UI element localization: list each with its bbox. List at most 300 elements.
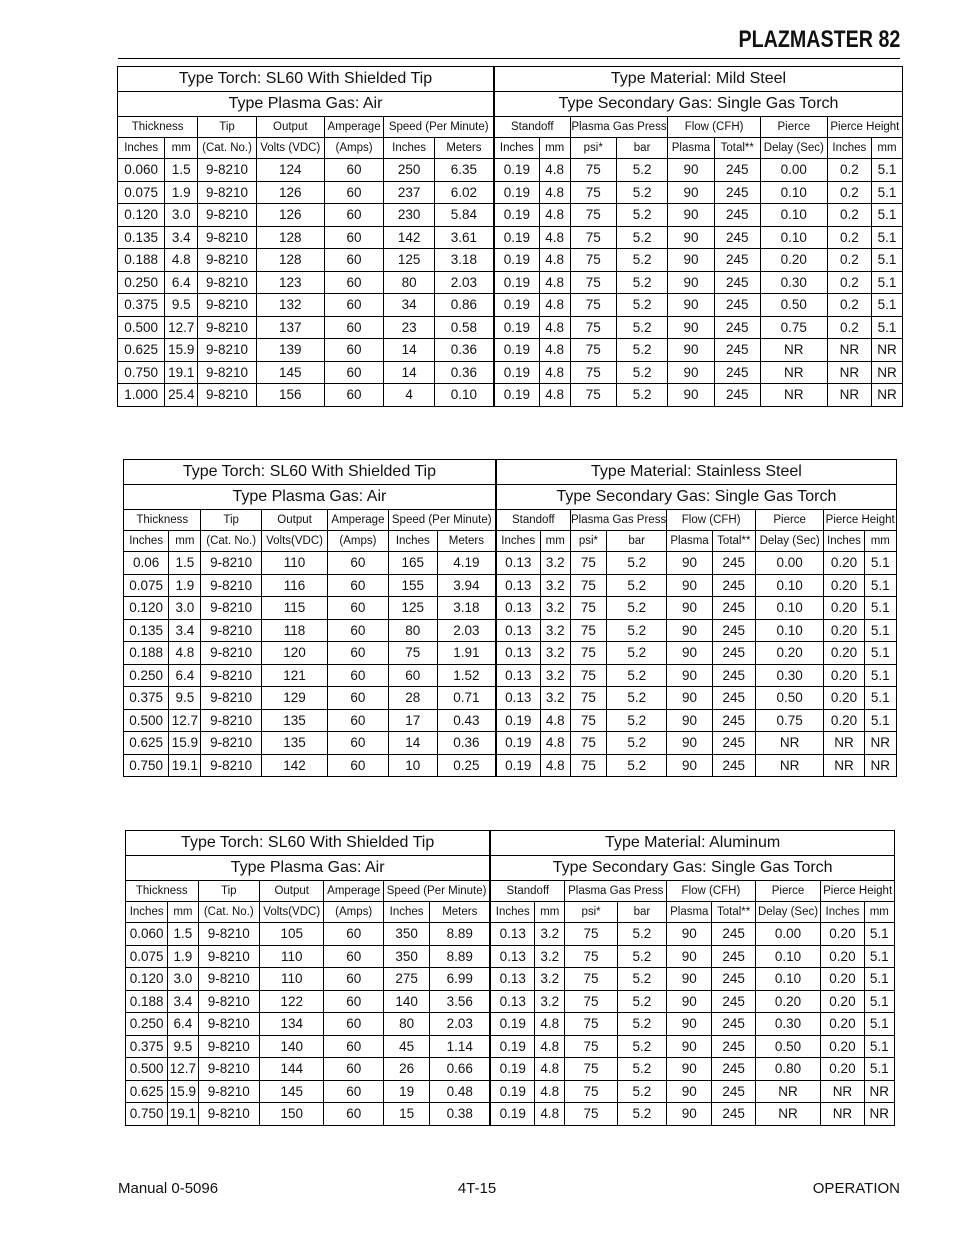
table-cell: 0.2: [827, 294, 871, 317]
footer-section: OPERATION: [812, 1180, 900, 1197]
unit-header: mm: [169, 531, 201, 552]
table-cell: 0.188: [118, 249, 165, 272]
table-cell: 60: [328, 552, 388, 575]
table-cell: 0.250: [124, 664, 169, 687]
unit-header: Inches: [494, 138, 539, 159]
table-cell: 25.4: [165, 384, 198, 407]
table-cell: 90: [667, 923, 712, 946]
column-group-header: Pierce Height: [827, 117, 902, 138]
table-cell: 12.7: [165, 316, 198, 339]
table-cell: 9-8210: [201, 732, 261, 755]
table-cell: 4.8: [539, 226, 570, 249]
unit-header: Inches: [384, 138, 434, 159]
table-cell: 134: [260, 1013, 324, 1036]
table-cell: 245: [712, 990, 755, 1013]
table-cell: 90: [668, 271, 714, 294]
table-cell: NR: [824, 732, 864, 755]
table-row: [118, 204, 903, 227]
table-cell: 0.20: [824, 642, 864, 665]
table-row: [124, 732, 897, 755]
table-cell: 9-8210: [201, 642, 261, 665]
table-row: [124, 552, 897, 575]
table-cell: 75: [570, 732, 606, 755]
table-cell: 0.20: [821, 1013, 864, 1036]
table-row: [118, 181, 903, 204]
column-group-header: Tip: [198, 881, 259, 902]
table-cell: 3.0: [168, 968, 198, 991]
table-cell: 156: [256, 384, 324, 407]
table-cell: 0.375: [118, 294, 165, 317]
table-cell: 0.2: [827, 316, 871, 339]
table-cell: 5.1: [864, 687, 896, 710]
table-cell: 90: [667, 754, 712, 777]
table-cell: 245: [712, 597, 755, 620]
table-cell: 75: [570, 339, 616, 362]
table-cell: 0.19: [490, 1035, 534, 1058]
table-cell: 0.50: [755, 1035, 821, 1058]
table-cell: 245: [714, 361, 760, 384]
table-cell: 3.4: [169, 619, 201, 642]
table-cell: 9-8210: [201, 754, 261, 777]
table-cell: 9-8210: [198, 249, 257, 272]
table-cell: 0.75: [755, 709, 823, 732]
table-row: [118, 271, 903, 294]
table-cell: 60: [324, 181, 384, 204]
table-cell: 0.19: [494, 271, 539, 294]
table-cell: 0.20: [755, 642, 823, 665]
table-cell: 60: [328, 664, 388, 687]
table-cell: 75: [565, 990, 617, 1013]
table-cell: 0.20: [824, 664, 864, 687]
table-cell: 0.120: [118, 204, 165, 227]
unit-header: Plasma: [667, 902, 712, 923]
table-cell: 75: [570, 226, 616, 249]
table-cell: 90: [668, 294, 714, 317]
column-group-header: Flow (CFH): [668, 117, 761, 138]
table-cell: 5.2: [607, 597, 667, 620]
table-cell: 9-8210: [198, 339, 257, 362]
table-cell: 245: [712, 754, 755, 777]
table-cell: 5.1: [871, 226, 902, 249]
unit-header: bar: [616, 138, 667, 159]
table-cell: 5.2: [616, 204, 667, 227]
table-cell: 245: [712, 552, 755, 575]
table-cell: 5.2: [616, 181, 667, 204]
table-cell: 0.19: [490, 1080, 534, 1103]
table-cell: 1.52: [437, 664, 495, 687]
table-cell: 0.19: [490, 1058, 534, 1081]
table-cell: 0.86: [434, 294, 494, 317]
column-group-header: Tip: [201, 510, 261, 531]
table-cell: 19.1: [165, 361, 198, 384]
table-cell: 245: [712, 642, 755, 665]
table-cell: 0.58: [434, 316, 494, 339]
table-cell: 6.99: [430, 968, 491, 991]
table-cell: 5.1: [864, 552, 896, 575]
table-cell: 3.2: [535, 945, 565, 968]
table-cell: 60: [324, 384, 384, 407]
table-cell: 0.00: [760, 159, 827, 182]
unit-header: Volts(VDC): [260, 902, 324, 923]
table-cell: NR: [824, 754, 864, 777]
table-cell: 90: [667, 1080, 712, 1103]
table-cell: 0.10: [760, 181, 827, 204]
table-cell: 5.2: [617, 990, 666, 1013]
column-group-header: Thickness: [126, 881, 199, 902]
table-cell: 60: [324, 339, 384, 362]
table-cell: 0.20: [821, 1035, 864, 1058]
table-cell: 5.2: [607, 642, 667, 665]
table-cell: 19.1: [169, 754, 201, 777]
table-cell: 5.2: [617, 1103, 666, 1126]
column-group-header: Output: [260, 881, 324, 902]
table-cell: 60: [324, 1058, 383, 1081]
table-cell: 128: [256, 226, 324, 249]
table-row: [118, 249, 903, 272]
table-cell: 1.91: [437, 642, 495, 665]
table-cell: 0.10: [760, 226, 827, 249]
table-cell: 5.1: [864, 990, 894, 1013]
table-cell: 0.10: [434, 384, 494, 407]
table-cell: 23: [384, 316, 434, 339]
table-cell: 0.19: [494, 316, 539, 339]
table-cell: 122: [260, 990, 324, 1013]
table-cell: 140: [260, 1035, 324, 1058]
table-cell: 60: [324, 316, 384, 339]
unit-header: Inches: [827, 138, 871, 159]
table-cell: 90: [668, 249, 714, 272]
table-cell: 15.9: [169, 732, 201, 755]
table-cell: 60: [324, 968, 383, 991]
plasma-gas-type: Type Plasma Gas: Air: [118, 92, 495, 117]
table-cell: 124: [256, 159, 324, 182]
unit-header: Inches: [124, 531, 169, 552]
table-cell: 19.1: [168, 1103, 198, 1126]
unit-header: Inches: [824, 531, 864, 552]
table-cell: 60: [324, 945, 383, 968]
table-cell: 2.03: [437, 619, 495, 642]
table-cell: 90: [667, 1103, 712, 1126]
table-cell: 245: [712, 945, 755, 968]
unit-header: bar: [617, 902, 666, 923]
table-cell: 128: [256, 249, 324, 272]
table-row: [126, 1035, 895, 1058]
unit-header: mm: [539, 138, 570, 159]
table-cell: 0.10: [755, 619, 823, 642]
table-cell: 142: [384, 226, 434, 249]
table-cell: NR: [827, 361, 871, 384]
table-cell: 90: [668, 204, 714, 227]
table-cell: 75: [570, 249, 616, 272]
table-cell: 115: [261, 597, 327, 620]
table-cell: 60: [328, 574, 388, 597]
table-cell: 0.38: [430, 1103, 491, 1126]
table-cell: 0.075: [126, 945, 168, 968]
table-cell: 165: [388, 552, 437, 575]
table-cell: 5.1: [871, 181, 902, 204]
table-cell: 5.2: [616, 226, 667, 249]
unit-header: Inches: [821, 902, 864, 923]
table-row: [126, 923, 895, 946]
table-cell: 0.66: [430, 1058, 491, 1081]
table-cell: NR: [864, 1103, 894, 1126]
table-cell: 5.2: [617, 968, 666, 991]
table-cell: 137: [256, 316, 324, 339]
table-cell: 142: [261, 754, 327, 777]
table-cell: 75: [570, 361, 616, 384]
table-cell: 12.7: [169, 709, 201, 732]
table-cell: 245: [712, 664, 755, 687]
table-cell: 0.2: [827, 204, 871, 227]
column-group-header: Standoff: [496, 510, 570, 531]
unit-header: (Amps): [324, 902, 383, 923]
table-cell: 5.1: [864, 709, 896, 732]
table-cell: 0.00: [755, 923, 821, 946]
table-cell: 75: [570, 664, 606, 687]
table-cell: 80: [384, 271, 434, 294]
table-cell: 245: [712, 968, 755, 991]
table-row: [126, 968, 895, 991]
table-cell: 145: [260, 1080, 324, 1103]
table-cell: 245: [712, 1013, 755, 1036]
table-cell: 5.2: [607, 732, 667, 755]
table-cell: 9-8210: [198, 384, 257, 407]
table-cell: 75: [565, 1103, 617, 1126]
table-cell: 0.13: [490, 990, 534, 1013]
table-cell: 5.2: [616, 294, 667, 317]
table-cell: 6.35: [434, 159, 494, 182]
secondary-gas-type: Type Secondary Gas: Single Gas Torch: [494, 92, 903, 117]
table-cell: 9-8210: [198, 1103, 259, 1126]
table-cell: 60: [324, 204, 384, 227]
table-cell: 5.84: [434, 204, 494, 227]
table-cell: 0.250: [118, 271, 165, 294]
table-cell: 5.1: [871, 249, 902, 272]
table-cell: 15: [383, 1103, 429, 1126]
table-cell: 75: [570, 384, 616, 407]
column-group-header: Pierce Height: [824, 510, 897, 531]
column-group-header: Output: [256, 117, 324, 138]
table-cell: 3.94: [437, 574, 495, 597]
table-cell: NR: [871, 384, 902, 407]
table-cell: 90: [667, 1013, 712, 1036]
table-cell: 60: [324, 1013, 383, 1036]
unit-header: mm: [535, 902, 565, 923]
table-cell: 245: [714, 316, 760, 339]
table-cell: 3.4: [168, 990, 198, 1013]
unit-header: (Cat. No.): [198, 138, 257, 159]
table-cell: 245: [712, 923, 755, 946]
table-cell: 110: [260, 968, 324, 991]
table-cell: NR: [760, 339, 827, 362]
table-cell: 4.8: [539, 271, 570, 294]
column-group-header: Flow (CFH): [667, 881, 756, 902]
table-cell: 0.375: [124, 687, 169, 710]
table-cell: 4.8: [539, 159, 570, 182]
table-cell: 0.13: [496, 619, 540, 642]
table-cell: 90: [667, 990, 712, 1013]
table-cell: 0.120: [126, 968, 168, 991]
torch-type: Type Torch: SL60 With Shielded Tip: [124, 460, 496, 485]
table-cell: 5.2: [607, 552, 667, 575]
table-cell: 3.2: [535, 923, 565, 946]
column-group-header: Plasma Gas Press: [565, 881, 667, 902]
table-cell: 9.5: [168, 1035, 198, 1058]
table-cell: 5.1: [864, 1035, 894, 1058]
table-cell: 0.188: [126, 990, 168, 1013]
table-cell: 0.2: [827, 226, 871, 249]
table-cell: 60: [324, 990, 383, 1013]
table-cell: 0.20: [824, 687, 864, 710]
table-cell: 60: [324, 159, 384, 182]
table-cell: 9-8210: [198, 294, 257, 317]
table-cell: 4.8: [169, 642, 201, 665]
table-cell: 14: [388, 732, 437, 755]
table-cell: 0.10: [755, 574, 823, 597]
table-cell: 14: [384, 339, 434, 362]
table-cell: 9-8210: [198, 1058, 259, 1081]
table-cell: 1.9: [165, 181, 198, 204]
plasma-gas-type: Type Plasma Gas: Air: [126, 856, 491, 881]
table-cell: 90: [668, 384, 714, 407]
table-row: [126, 1013, 895, 1036]
table-cell: 0.13: [496, 664, 540, 687]
table-cell: 0.10: [755, 968, 821, 991]
table-cell: 9-8210: [198, 1080, 259, 1103]
column-group-header: Tip: [198, 117, 257, 138]
column-group-header: Speed (Per Minute): [384, 117, 494, 138]
table-cell: 75: [570, 619, 606, 642]
table-cell: 116: [261, 574, 327, 597]
table-cell: 0.19: [490, 1013, 534, 1036]
table-row: [118, 384, 903, 407]
table-cell: 0.13: [496, 597, 540, 620]
unit-header: Volts (VDC): [256, 138, 324, 159]
column-group-header: Amperage: [324, 117, 384, 138]
table-row: [124, 619, 897, 642]
table-cell: 0.43: [437, 709, 495, 732]
table-cell: NR: [821, 1103, 864, 1126]
table-cell: 0.625: [124, 732, 169, 755]
table-cell: 60: [328, 619, 388, 642]
table-cell: 245: [714, 159, 760, 182]
table-cell: 9-8210: [201, 619, 261, 642]
table-row: [124, 687, 897, 710]
table-cell: 75: [570, 597, 606, 620]
table-row: [124, 664, 897, 687]
table-row: [126, 1103, 895, 1126]
unit-header: mm: [871, 138, 902, 159]
table-cell: 60: [324, 271, 384, 294]
table-cell: 5.1: [871, 294, 902, 317]
table-cell: 26: [383, 1058, 429, 1081]
table-cell: 60: [324, 1103, 383, 1126]
material-type: Type Material: Aluminum: [490, 831, 894, 856]
table-cell: 4: [384, 384, 434, 407]
unit-header: mm: [540, 531, 570, 552]
table-cell: 3.0: [169, 597, 201, 620]
table-cell: 350: [383, 923, 429, 946]
table-cell: NR: [755, 754, 823, 777]
table-cell: 9.5: [165, 294, 198, 317]
table-cell: 245: [714, 294, 760, 317]
table-cell: 245: [712, 619, 755, 642]
unit-header: Volts(VDC): [261, 531, 327, 552]
table-cell: 0.500: [126, 1058, 168, 1081]
table-cell: 90: [667, 552, 712, 575]
table-cell: 3.2: [540, 597, 570, 620]
table-cell: 121: [261, 664, 327, 687]
table-cell: 80: [383, 1013, 429, 1036]
table-cell: NR: [755, 732, 823, 755]
table-cell: 0.750: [126, 1103, 168, 1126]
table-cell: 9-8210: [198, 316, 257, 339]
table-cell: 90: [667, 1035, 712, 1058]
table-cell: 5.2: [617, 1058, 666, 1081]
table-cell: 1.14: [430, 1035, 491, 1058]
table-cell: 75: [570, 294, 616, 317]
unit-header: (Cat. No.): [201, 531, 261, 552]
table-cell: 75: [570, 181, 616, 204]
table-cell: 0.10: [755, 597, 823, 620]
table-cell: NR: [864, 1080, 894, 1103]
table-cell: 3.18: [437, 597, 495, 620]
table-cell: 9-8210: [198, 181, 257, 204]
table-cell: 75: [570, 271, 616, 294]
table-cell: 3.61: [434, 226, 494, 249]
column-group-header: Pierce: [760, 117, 827, 138]
table-cell: 105: [260, 923, 324, 946]
table-cell: 0.19: [494, 181, 539, 204]
table-cell: 0.10: [755, 945, 821, 968]
footer-manual-number: Manual 0-5096: [118, 1180, 219, 1197]
torch-type: Type Torch: SL60 With Shielded Tip: [126, 831, 491, 856]
table-cell: NR: [864, 732, 896, 755]
unit-header: psi*: [570, 138, 616, 159]
table-cell: 2.03: [430, 1013, 491, 1036]
table-cell: 17: [388, 709, 437, 732]
table-cell: 75: [570, 316, 616, 339]
table-cell: 0.71: [437, 687, 495, 710]
table-cell: 75: [565, 1058, 617, 1081]
table-cell: 9-8210: [201, 597, 261, 620]
table-cell: 0.06: [124, 552, 169, 575]
table-cell: 1.5: [169, 552, 201, 575]
column-group-header: Amperage: [324, 881, 383, 902]
table-cell: 0.19: [494, 339, 539, 362]
table-cell: 90: [667, 619, 712, 642]
table-cell: 0.19: [494, 226, 539, 249]
table-cell: 9-8210: [198, 271, 257, 294]
table-row: [124, 597, 897, 620]
table-cell: NR: [821, 1080, 864, 1103]
table-cell: 9-8210: [198, 1013, 259, 1036]
table-cell: 245: [714, 384, 760, 407]
table-cell: 5.2: [617, 945, 666, 968]
plasma-gas-type: Type Plasma Gas: Air: [124, 485, 496, 510]
unit-header: (Amps): [328, 531, 388, 552]
table-cell: 135: [261, 732, 327, 755]
table-cell: 80: [388, 619, 437, 642]
table-cell: 275: [383, 968, 429, 991]
table-cell: 0.13: [496, 687, 540, 710]
table-cell: 0.19: [496, 754, 540, 777]
table-cell: 0.20: [821, 945, 864, 968]
table-cell: 45: [383, 1035, 429, 1058]
table-cell: 75: [570, 159, 616, 182]
table-cell: 6.4: [169, 664, 201, 687]
table-cell: 4.8: [539, 204, 570, 227]
